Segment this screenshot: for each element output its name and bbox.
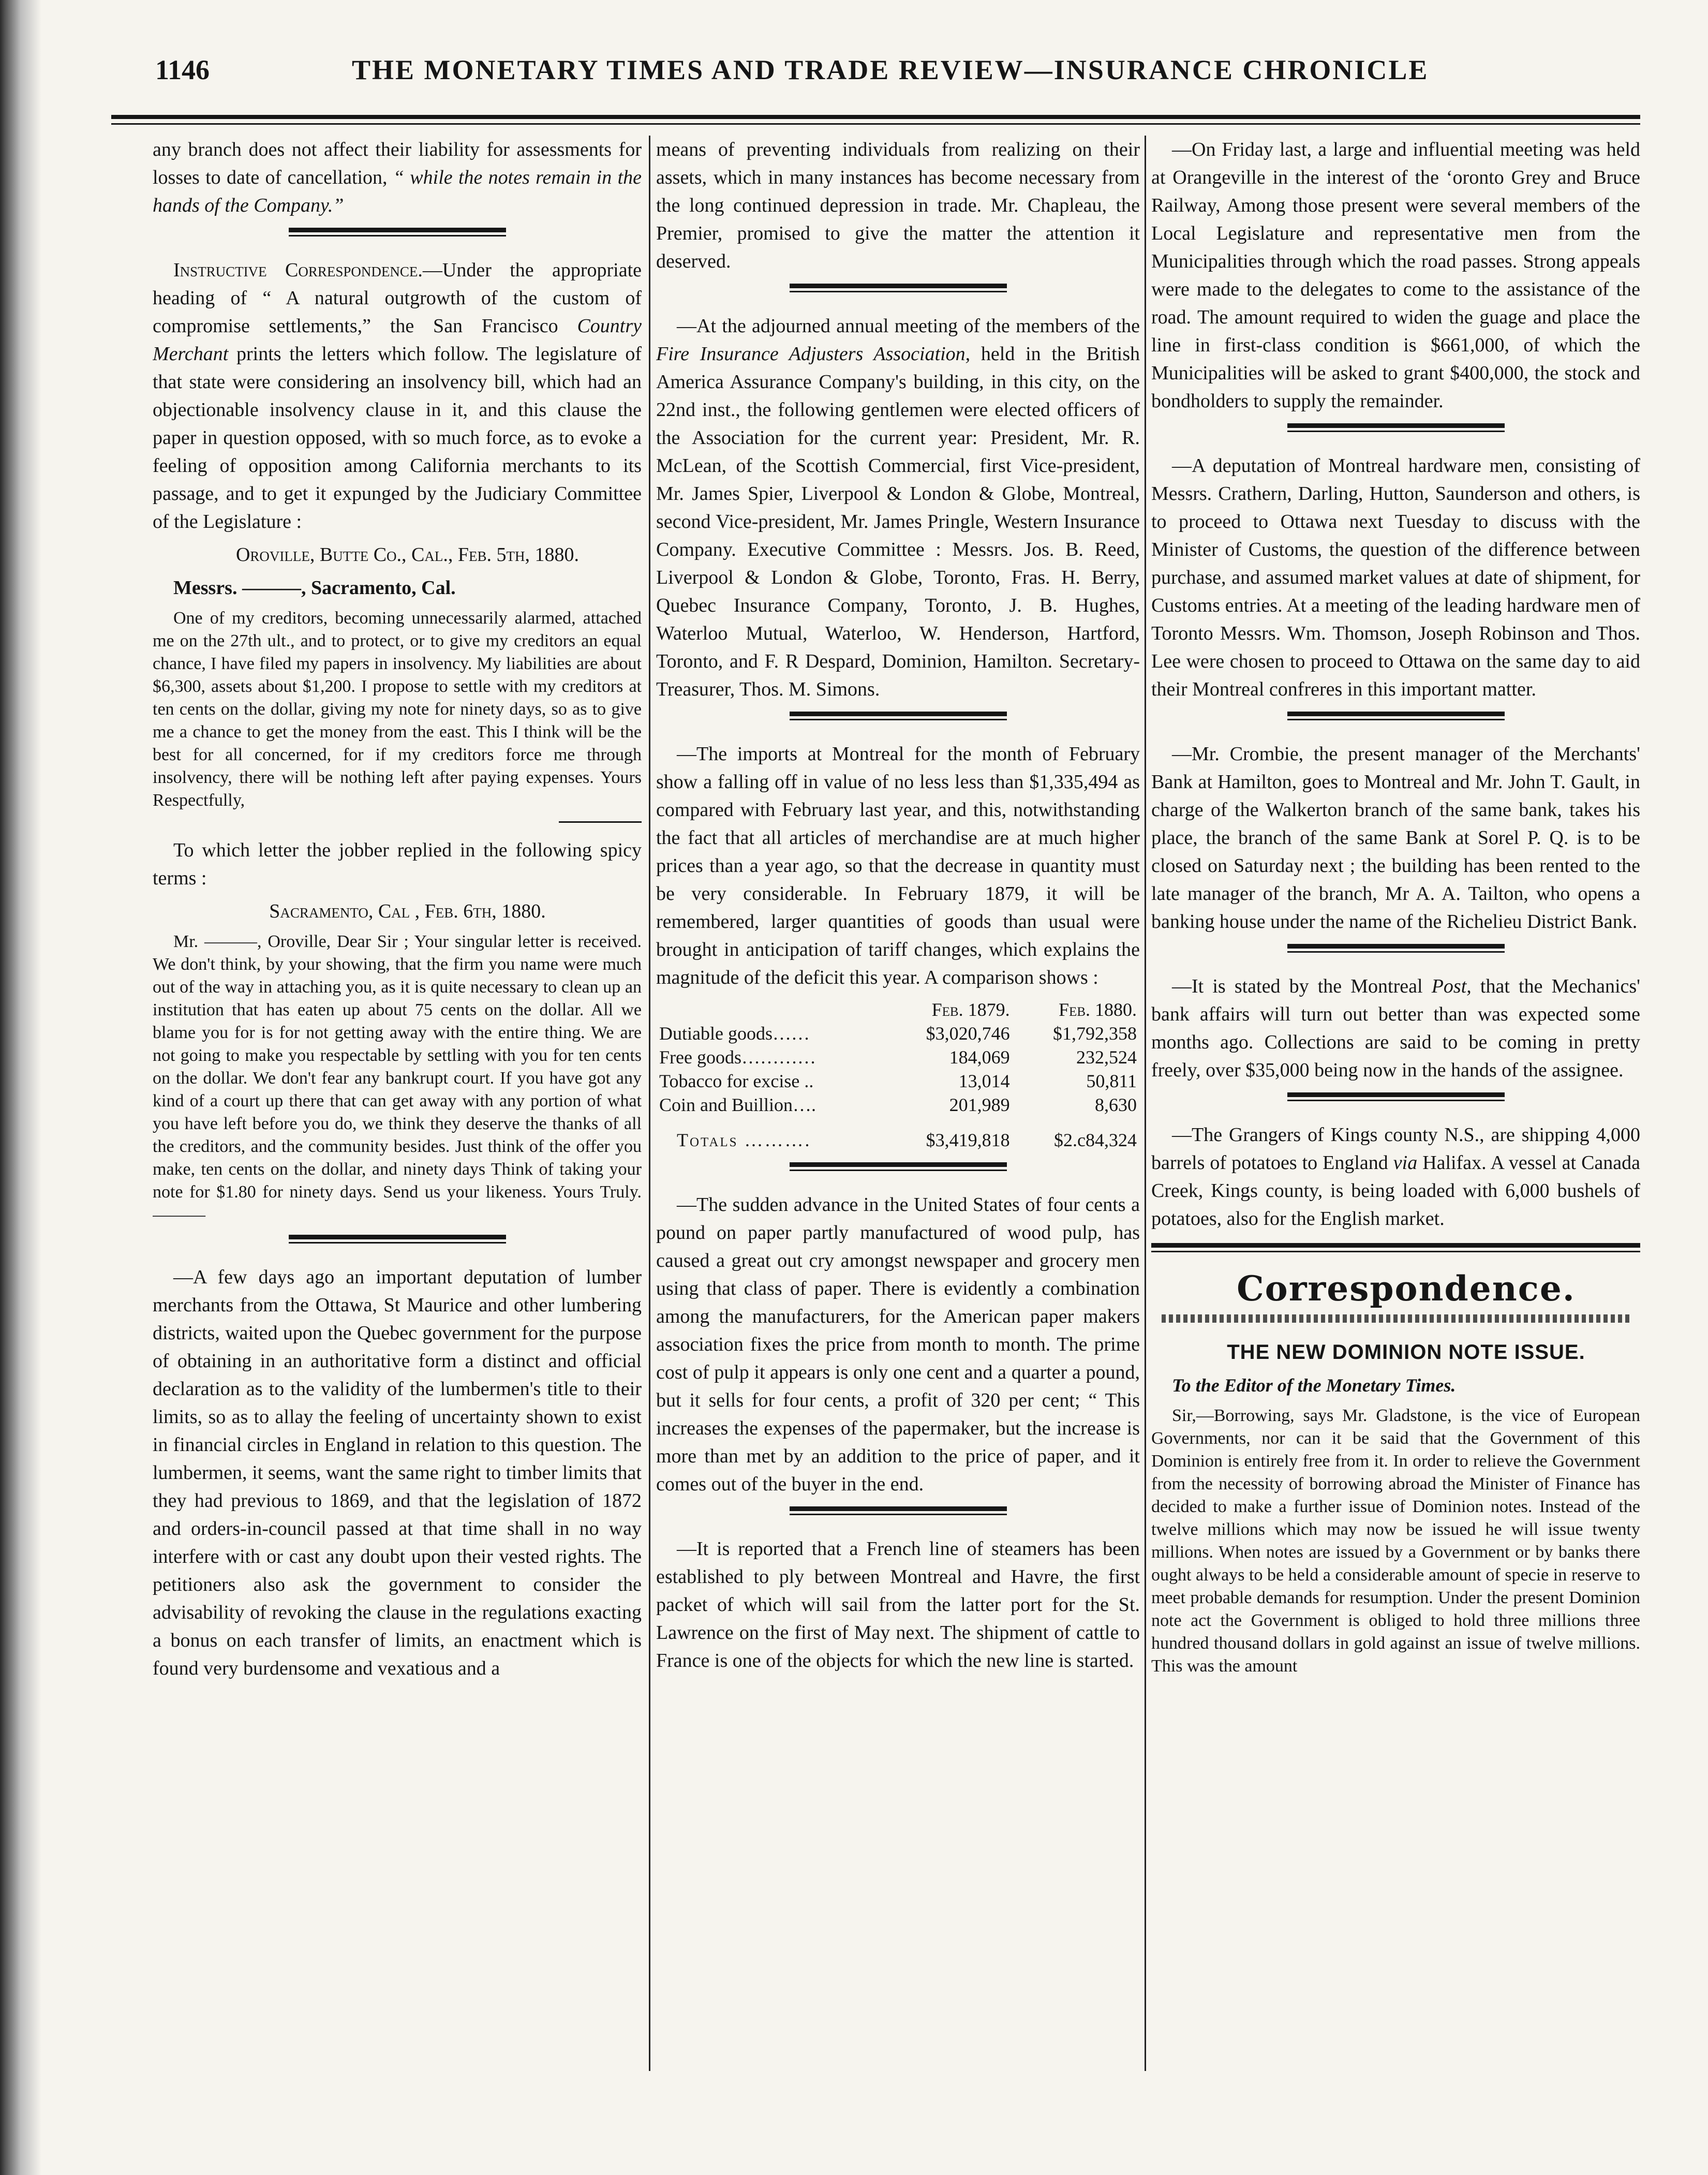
article-headline: THE NEW DOMINION NOTE ISSUE. [1227,1341,1585,1364]
article-continuation: means of preventing individuals from realizing on their assets, which in many instances has become necessary from the long continued depression in trade. Mr. Chapleau, the Premier, promised to give the matter the attention it deserved. [656,139,1140,272]
binding-shadow [0,0,41,2175]
section-rule-thin [1151,1251,1640,1252]
table-total-row [656,1117,1140,1152]
article-text: via [1393,1152,1418,1174]
article-fire-adjusters [656,312,1140,703]
cell-value: 13,014 [958,1071,1010,1091]
page-number: 1146 [155,54,210,85]
article-lead: Instructive Correspondence. [173,259,423,281]
article-divider [790,1506,1007,1515]
section-title: Correspondence. [1237,1268,1576,1309]
newspaper-name: Post, [1431,975,1472,997]
table-header: Feb. 1879. [931,999,1010,1020]
letter-body: One of my creditors, becoming unnecessarily alarmed, attached me on the 27th ult., and to protect, or to give my creditors an equal chance, I have filed my papers in insolvency. My liabilities are about $6,300, assets about $1,200. I propose to settle with my creditors at ten cents on the dollar, giving my note for ninety days, so as to give me a chance to get the money from the east. This I think will be the best for all concerned, for if my creditors force me through insolvency, there will be nothing left after paying expenses. Yours Respectfully, [153,609,642,810]
page-header [155,54,1640,103]
article-lumber-deputation: —A few days ago an important deputation of lumber merchants from the Ottawa, St Maurice and other lumbering districts, waited upon the Quebec government for the purpose of obtaining in an authoritative form a distinct and official declaration as to the validity of the lumbermen's title to their limits, so as to allay the feeling of uncertainty shown to exist in financial circles in England in relation to this question. The lumbermen, it seems, want the same right to timber limits that they had previous to 1869, and that the legislation of 1872 and orders-in-council passed at that time shall in no way interfere with or cast any doubt upon their vested rights. The petitioners also ask the government to consider the advisability of revoking the clause in the regulations exacting a bonus on each transfer of limits, an enactment which is found very burdensome and vexatious and a [153,1266,642,1679]
ornamental-rule [1162,1314,1630,1323]
article-text: held in the British America Assurance Company's building, in this city, on the 22nd inst., the following gentlemen were elected officers of the Association for the current year: President, Mr. R. McLean, of the Scottish Commercial, first Vice-president, Mr. James Spier, Liverpool & London & Globe, Montreal, second Vice-president, Mr. James Pringle, Western Insurance Company. Executive Committee : Messrs. Jos. B. Reed, Liverpool & London & Globe, Toronto, Fras. H. Berry, Quebec Insurance Company, Toronto, J. B. Hughes, Waterloo Mutual, Waterloo, W. Henderson, Hartford, Toronto, and F. R Despard, Dominion, Hamilton. Secretary-Treasurer, Thos. M. Simons. [656,343,1140,700]
association-name: Fire Insurance Adjusters Association, [656,343,971,365]
article-mechanics-bank [1151,972,1640,1084]
article-french-steamers: —It is reported that a French line of steamers has been established to ply between Montreal and Havre, the first packet of which will sail from the latter port for the St. Lawrence on the first of May next. The shipment of cattle to France is one of the objects for which the new line is started. [656,1538,1140,1671]
article-hardware-deputation: —A deputation of Montreal hardware men, consisting of Messrs. Crathern, Darling, Hutton, Saunderson and others, is to proceed to Ottawa next Tuesday to discuss with the Minister of Customs, the question of the difference between purchase, and assumed market values at date of shipment, for Customs entries. At a meeting of the leading hardware men of Toronto Messrs. Wm. Thomson, Joseph Robinson and Thos. Lee were chosen to proceed to Ottawa on the same day to aid their Montreal confreres in this important matter. [1151,455,1640,700]
article-text: that the Mechanics' bank affairs will turn out better than was expected some months ago. Collections are said to be coming in pretty freely, over $35,000 being now in the hands of the assignee. [1151,975,1640,1081]
article-divider [1287,712,1505,720]
column-1 [153,136,642,2081]
letter-address: To the Editor of the Monetary Times. [1172,1375,1456,1396]
table-header [656,998,886,1022]
article-quote: “ while the notes remain in the hands of the Company.” [153,167,642,216]
article-divider [790,712,1007,720]
article-orangeville-railway: —On Friday last, a large and influential meeting was held at Orangeville in the interest of the ‘oronto Grey and Bruce Railway, Among those present were several members of the Local Legislature and representative men from the Municipalities through which the road passes. Strong appeals were made to the delegates to come to the assistance of the road. The amount required to widen the guage and place the line in first-class condition is $661,000, of which the Municipalities will be asked to grant $400,000, the stock and bondholders to supply the remainder. [1151,139,1640,412]
row-label: Tobacco for excise .. [659,1071,814,1091]
header-rule [111,115,1640,119]
total-value: $2.c84,324 [1054,1130,1137,1150]
article-text: To which letter the jobber replied in the following spicy terms : [153,839,642,889]
article-text: —Under the appropriate heading of “ A natural outgrowth of the custom of compromise settlements,” the San Francisco [153,259,642,337]
column-2 [656,136,1140,2081]
article-divider [1287,1092,1505,1101]
row-label: Coin and Buillion…. [659,1094,816,1115]
article-merchants-bank: —Mr. Crombie, the present manager of the Merchants' Bank at Hamilton, goes to Montreal and Mr. John T. Gault, in charge of the Walkerton branch of the same bank, takes his place, the branch of the same Bank at Sorel P. Q. is to be closed on Saturday next ; the building has been rented to the late manager of the branch, Mr A. A. Tailton, who opens a banking house under the name of the Richelieu District Bank. [1151,743,1640,933]
running-title: THE MONETARY TIMES AND TRADE REVIEW—INSURANCE CHRONICLE [352,54,1429,85]
article-instructive-correspondence [153,256,642,536]
article-text: —It is stated by the Montreal [1172,975,1423,997]
table-row [656,1045,1140,1069]
letter-body: Sir,—Borrowing, says Mr. Gladstone, is the vice of European Governments, nor can it be said that the Government of this Dominion is entirely free from it. In order to relieve the Government from the necessity of borrowing abroad the Minister of Finance has decided to make a further issue of Dominion notes. Instead of the twelve millions which may now be issued he will issue twenty millions. When notes are issued by a Government or by banks there ought always to be held a considerable amount of specie in reserve to meet probable demands for resumption. Under the present Dominion note act the Government is obliged to hold three millions three hundred thousand dollars in gold against an issue of twelve millions. This was the amount [1151,1406,1640,1676]
imports-comparison-table [656,998,1140,1152]
total-label: Totals ………. [677,1130,811,1150]
letter-end-rule [559,821,642,823]
letter-salutation: Messrs. ———, Sacramento, Cal. [173,577,456,599]
cell-value: $3,020,746 [926,1023,1010,1044]
article-divider [289,1235,506,1244]
article-divider [790,1162,1007,1171]
article-text: —The Grangers of Kings county N.S., are shipping 4,000 barrels of potatoes to England [1151,1124,1640,1174]
cell-value: $1,792,358 [1053,1023,1137,1044]
row-label: Dutiable goods…… [659,1023,810,1044]
cell-value: 201,989 [949,1094,1010,1115]
header-rule-thin [111,123,1640,125]
table-header: Feb. 1880. [1059,999,1137,1020]
letter-body: Mr. ———, Oroville, Dear Sir ; Your singular letter is received. We don't think, by your showing, that the firm you name were much out of the way in attaching you, as it is quite necessary to clean up an institution that has eaten up about 75 cents on the dollar. All we blame you for is for not getting away with the entire thing. We are not going to make you respectable by settling with you for ten cents on the dollar. We don't fear any bankrupt court. If you have got any kind of a court up there that can get away with any portion of what you have left before you do, we think they deserve the thanks of all the creditors, and the community besides. Just think of the offer you make, ten cents on the dollar, and ninety days Think of taking your note for $1.80 for ninety days. Send us your likeness. Yours Truly. ——— [153,932,642,1224]
cell-value: 184,069 [949,1047,1010,1068]
newspaper-name: Country Merchant [153,315,642,365]
table-row [656,1093,1140,1117]
cell-value: 232,524 [1076,1047,1137,1068]
article-text: prints the letters which follow. The legislature of that state were considering an insolvency bill, which had an objectionable insolvency clause in it, and this clause the paper in question opposed, with so much force, as to evoke a feeling of opposition among California merchants to its passage, and to get it expunged by the Judiciary Committee of the Legislature : [153,343,642,532]
table-header-row [656,998,1140,1022]
article-text: any branch does not affect their liability for assessments for losses to date of cancellation, [153,139,642,188]
row-label: Free goods………… [659,1047,816,1068]
column-rule [649,136,650,2071]
article-continuation [153,136,642,219]
table-row [656,1069,1140,1093]
table-row [656,1022,1140,1045]
article-text: Halifax. A vessel at Canada Creek, Kings county, is being loaded with 6,000 bushels of potatoes, also for the English market. [1151,1152,1640,1230]
article-paper-prices: —The sudden advance in the United States of four cents a pound on paper partly manufactured of wood pulp, has caused a great out cry amongst newspaper and grocery men using that class of paper. There is evidently a combination among the manufacturers, for the American paper makers association fixes the price from month to month. The prime cost of pulp it appears is only one cent and a quarter a pound, but it sells for four cents, a profit of 320 per cent; “ This increases the expenses of the papermaker, but the increase is more than met by an addition to the price of paper, and it comes out of the buyer in the end. [656,1194,1140,1495]
article-grangers-potatoes [1151,1121,1640,1233]
section-rule [1151,1243,1640,1248]
cell-value: 8,630 [1095,1094,1137,1115]
article-divider [790,284,1007,292]
article-text: —At the adjourned annual meeting of the members of the [677,315,1140,337]
letter-dateline: Oroville, Butte Co., Cal., Feb. 5th, 1880. [235,544,580,566]
article-montreal-imports: —The imports at Montreal for the month of February show a falling off in value of no less less than $1,335,494 as compared with February last year, and this, notwithstanding the fact that all articles of merchandise are at much higher prices than a year ago, so that the decrease in quantity must be very considerable. In February 1879, it will be remembered, larger quantities of goods than usual were brought in anticipation of tariff changes, which explains the magnitude of the deficit this year. A comparison shows : [656,743,1140,988]
column-rule [1145,136,1146,2071]
total-value: $3,419,818 [926,1130,1010,1150]
article-divider [289,228,506,236]
article-divider [1287,423,1505,432]
cell-value: 50,811 [1086,1071,1137,1091]
column-3 [1151,136,1640,2081]
article-divider [1287,944,1505,953]
letter-dateline: Sacramento, Cal , Feb. 6th, 1880. [269,900,546,922]
